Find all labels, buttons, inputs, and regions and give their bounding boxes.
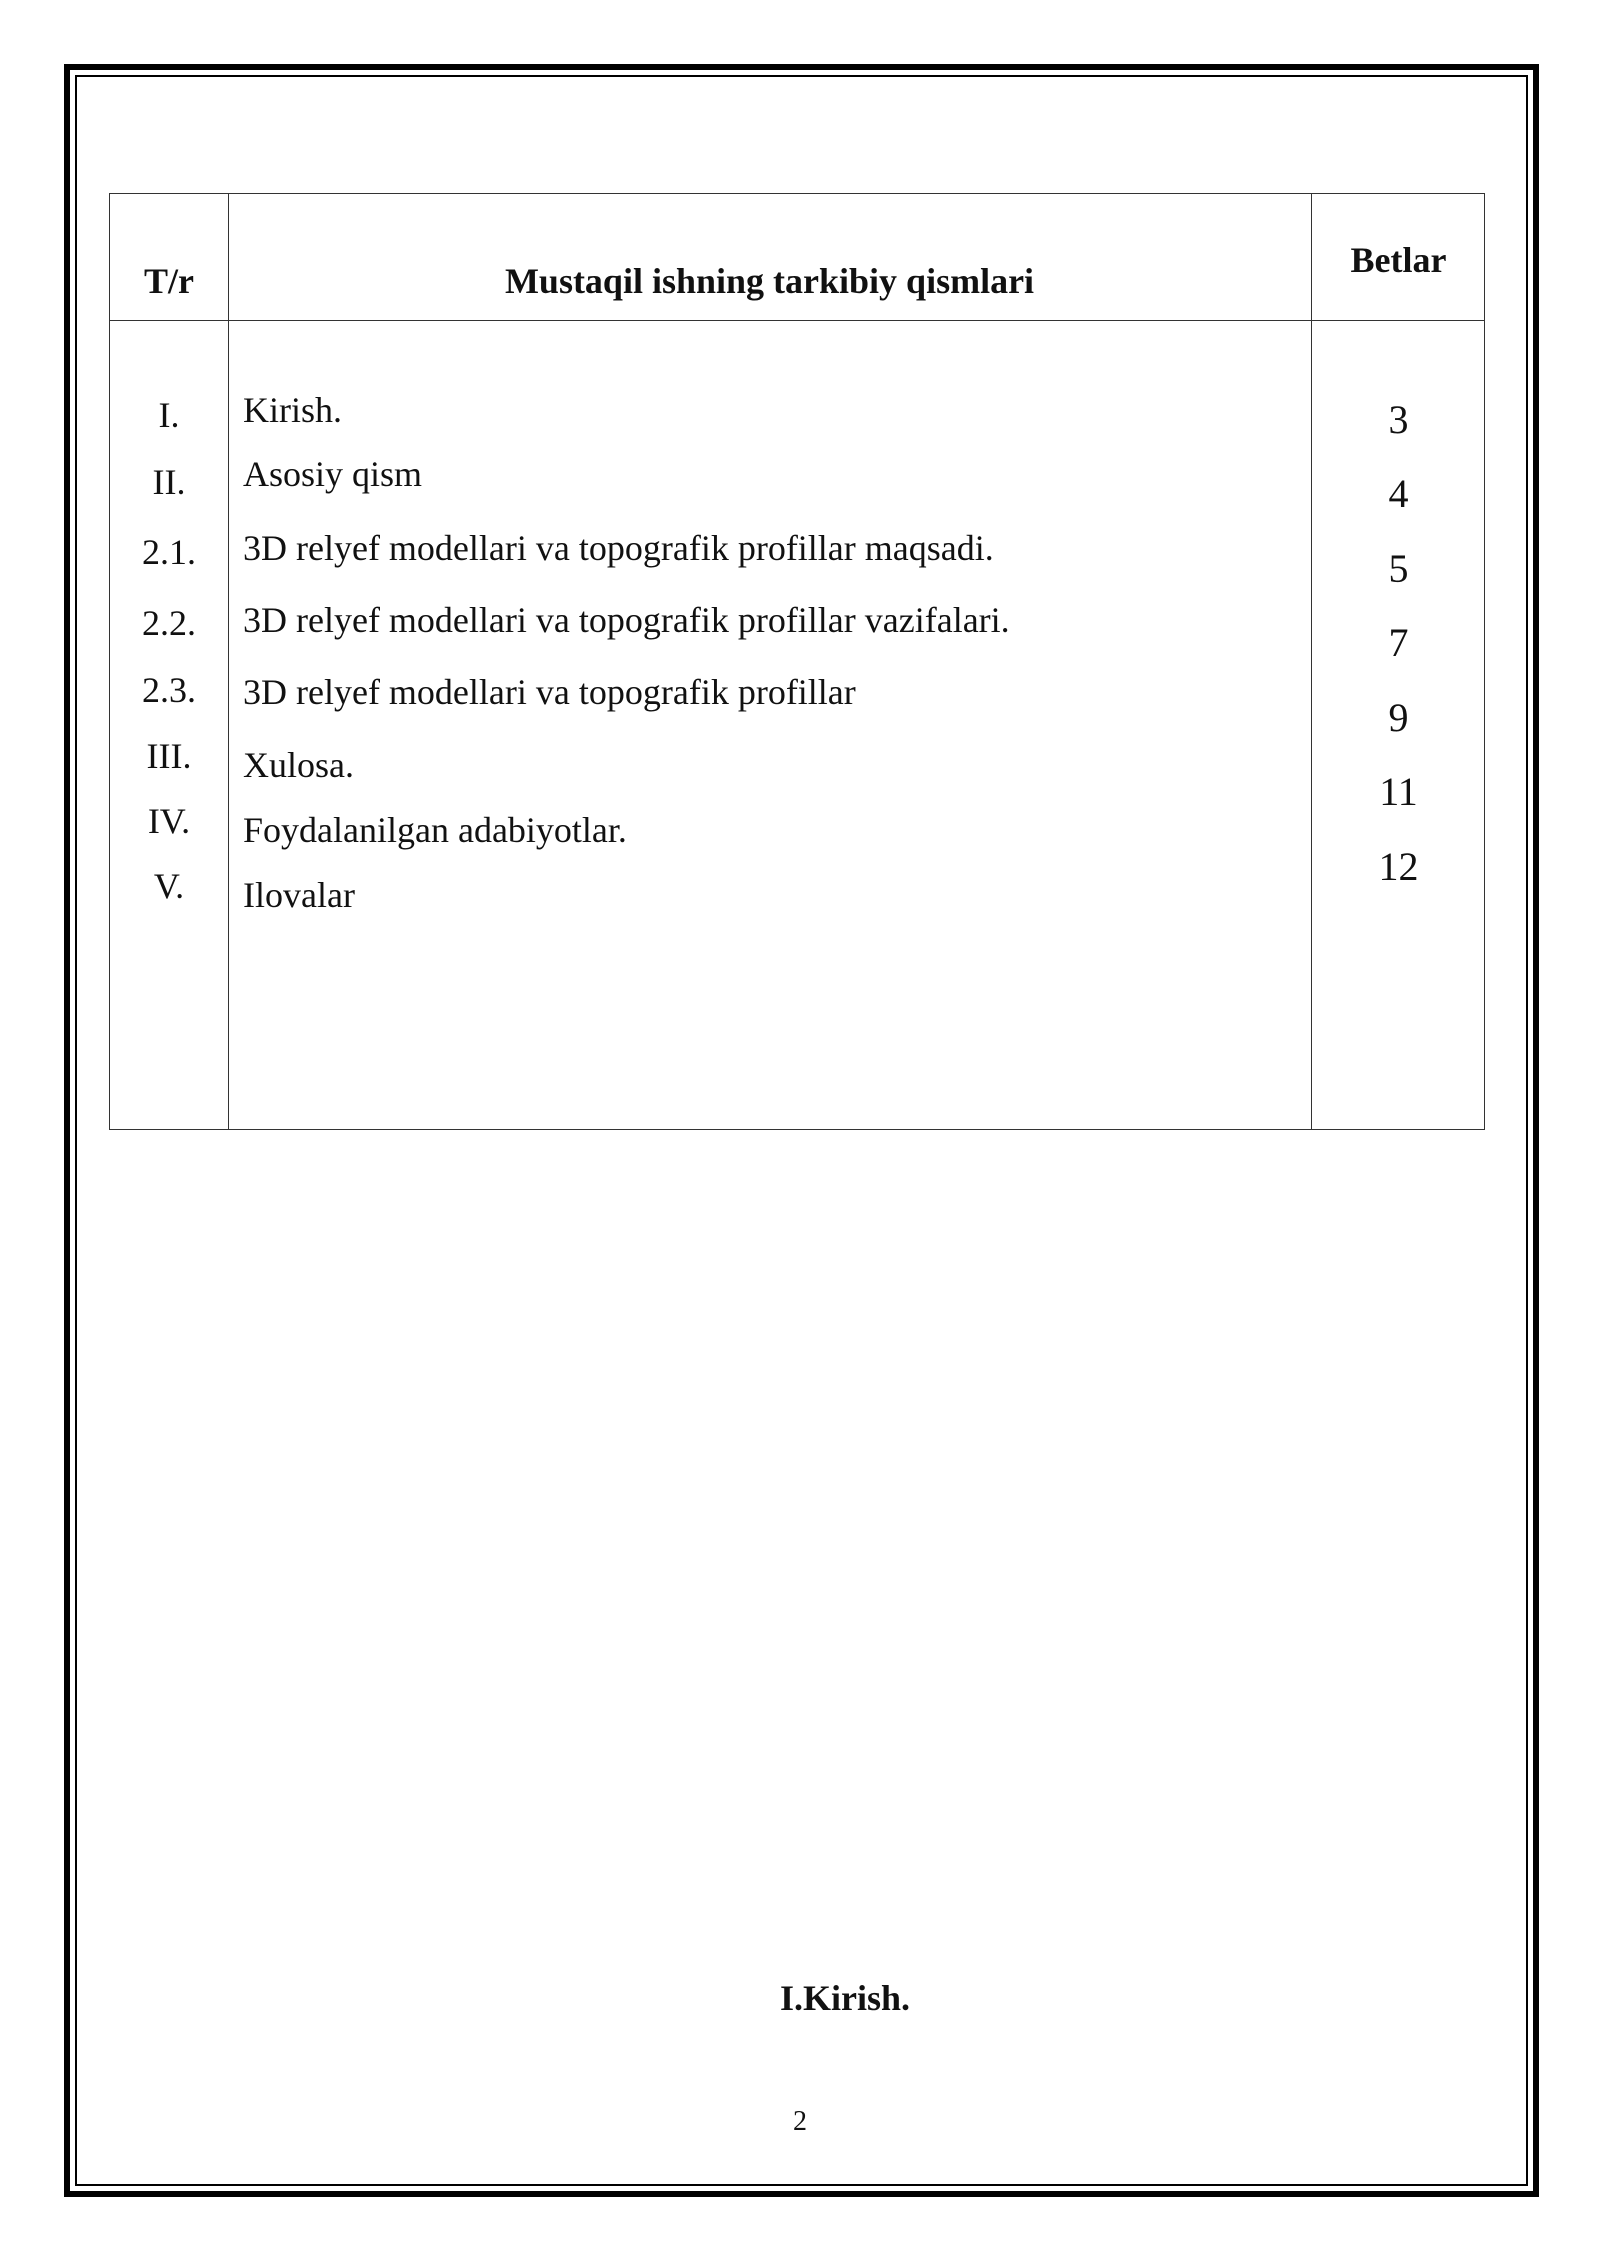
toc-number: III.: [146, 736, 192, 776]
header-title: Mustaqil ishning tarkibiy qismlari: [504, 261, 1035, 301]
toc-page-number: 5: [1388, 546, 1409, 591]
toc-page-number: 11: [1379, 769, 1418, 814]
section-heading: I.Kirish.: [779, 1978, 911, 2018]
toc-page-number: 7: [1388, 620, 1409, 665]
toc-entry: 3D relyef modellari va topografik profillar vazifalari.: [243, 600, 1010, 640]
toc-entry: Asosiy qism: [243, 454, 423, 494]
toc-number: 2.3.: [142, 670, 196, 710]
table-of-contents: [109, 193, 1485, 1130]
toc-entry: Xulosa.: [243, 745, 354, 785]
toc-page-number: 4: [1388, 471, 1409, 516]
toc-page-number: 9: [1388, 695, 1409, 740]
toc-number: IV.: [147, 801, 191, 841]
toc-entry: 3D relyef modellari va topografik profillar maqsadi.: [243, 528, 994, 568]
column-divider: [228, 194, 229, 1129]
toc-number: II.: [152, 462, 186, 502]
header-divider: [110, 320, 1484, 321]
header-number: T/r: [144, 261, 194, 301]
toc-entry: Kirish.: [243, 390, 342, 430]
toc-number: I.: [158, 395, 180, 435]
toc-entry: Foydalanilgan adabiyotlar.: [243, 810, 627, 850]
toc-page-number: 12: [1378, 844, 1419, 889]
toc-number: 2.1.: [142, 532, 196, 572]
header-pages: Betlar: [1350, 240, 1447, 280]
toc-entry: 3D relyef modellari va topografik profillar: [243, 672, 856, 712]
page-number: 2: [793, 2106, 807, 2137]
toc-entry: Ilovalar: [243, 875, 355, 915]
toc-number: V.: [153, 866, 185, 906]
toc-page-number: 3: [1388, 397, 1409, 442]
toc-number: 2.2.: [142, 603, 196, 643]
